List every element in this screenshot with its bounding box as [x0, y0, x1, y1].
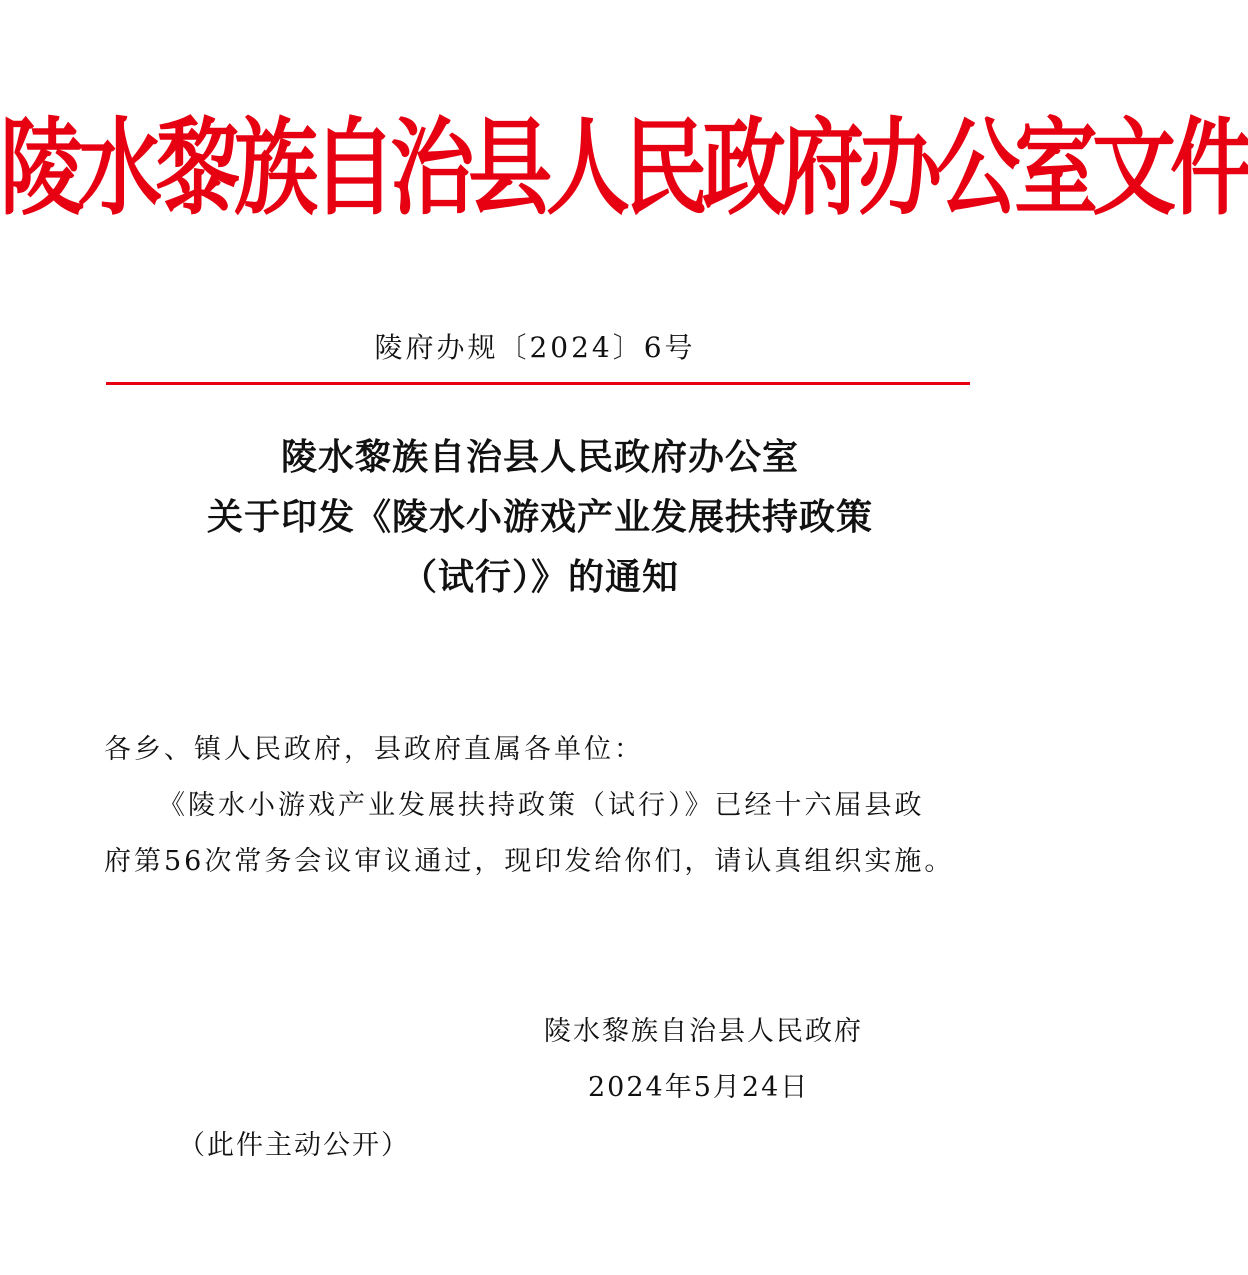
document-masthead: 陵水黎族自治县人民政府办公室文件	[0, 106, 1248, 230]
body-paragraph-line-2: 府第56次常务会议审议通过，现印发给你们，请认真组织实施。	[104, 846, 955, 877]
issuing-authority: 陵水黎族自治县人民政府	[544, 1016, 863, 1047]
disclosure-note: （此件主动公开）	[178, 1130, 410, 1161]
red-divider-line	[106, 382, 970, 385]
title-line-2: 关于印发《陵水小游戏产业发展扶持政策	[206, 497, 873, 538]
body-paragraph-line-1: 《陵水小游戏产业发展扶持政策（试行）》已经十六届县政	[158, 790, 925, 821]
document-title	[0, 428, 1080, 608]
title-line-1: 陵水黎族自治县人民政府办公室	[280, 437, 799, 478]
issue-date: 2024年5月24日	[588, 1072, 810, 1103]
document-number: 陵府办规〔2024〕6号	[374, 331, 696, 364]
salutation: 各乡、镇人民政府，县政府直属各单位：	[104, 734, 644, 765]
title-line-3: （试行）》的通知	[400, 557, 679, 598]
